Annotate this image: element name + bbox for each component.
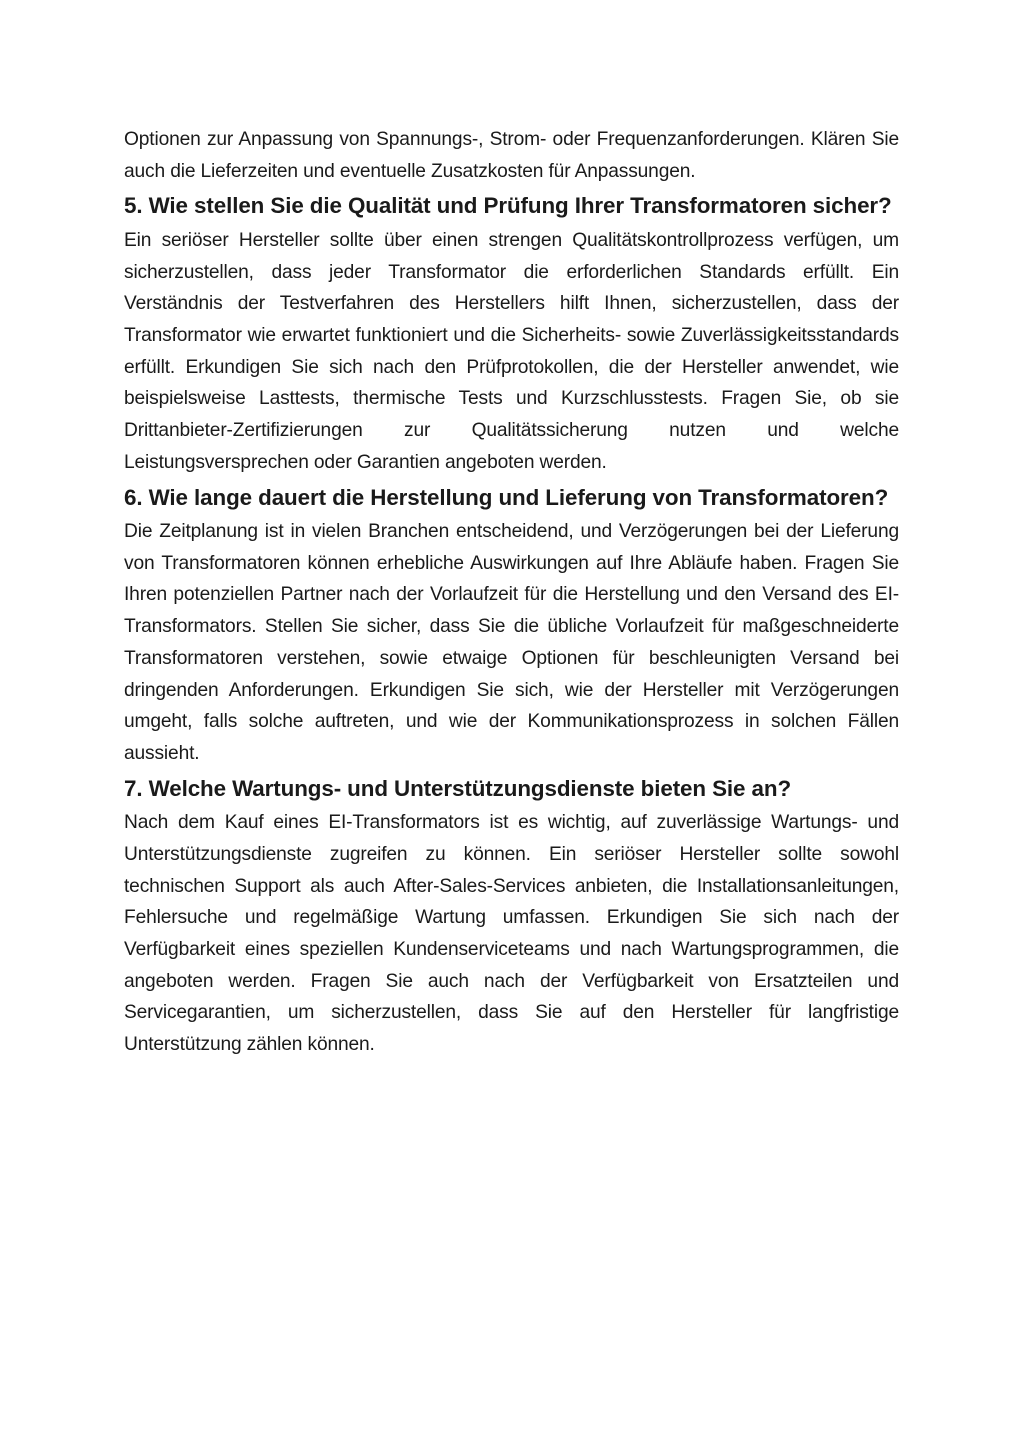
section-5-body: Ein seriöser Hersteller sollte über einen strengen Qualitätskontrollprozess verfügen, um sicherzustellen, dass jeder Transformator die erforderlichen Standards erfüllt. Ein Verständnis der Testverfahren des Herstellers hilft Ihnen, sicherzustellen, dass der Transformator wie erwartet funktioniert und die Sicherheits- sowie Zuverlässigkeitsstandards erfüllt. Erkundigen Sie sich nach den Prüfprotokollen, die der Hersteller anwendet, wie beispielsweise Lasttests, thermische Tests und Kurzschlusstests. Fragen Sie, ob sie Drittanbieter-Zertifizierungen zur Qualitätssicherung nutzen und welche Leistungsversprechen oder Garantien angeboten werden. (124, 229, 899, 473)
section-6-heading: 6. Wie lange dauert die Herstellung und Lieferung von Transformatoren? (124, 484, 889, 510)
section-7-heading: 7. Welche Wartungs- und Unterstützungsdienste bieten Sie an? (124, 775, 792, 801)
section-7-body: Nach dem Kauf eines EI-Transformators ist es wichtig, auf zuverlässige Wartungs- und Unterstützungsdienste zugreifen zu können. Ein seriöser Hersteller sollte sowohl technischen Support als auch After-Sales-Services anbieten, die Installationsanleitungen, Fehlersuche und regelmäßige Wartung umfassen. Erkundigen Sie sich nach der Verfügbarkeit eines speziellen Kundenserviceteams und nach Wartungsprogrammen, die angeboten werden. Fragen Sie auch nach der Verfügbarkeit von Ersatzteilen und Servicegarantien, um sicherzustellen, dass Sie auf den Hersteller für langfristige Unterstützung zählen können. (124, 812, 899, 1056)
section-6-body: Die Zeitplanung ist in vielen Branchen entscheidend, und Verzögerungen bei der Lieferung von Transformatoren können erhebliche Auswirkungen auf Ihre Abläufe haben. Fragen Sie Ihren potenziellen Partner nach der Vorlaufzeit für die Herstellung und den Versand des EI-Transformators. Stellen Sie sicher, dass Sie die übliche Vorlaufzeit für maßgeschneiderte Transformatoren verstehen, sowie etwaige Optionen für beschleunigten Versand bei dringenden Anforderungen. Erkundigen Sie sich, wie der Hersteller mit Verzögerungen umgeht, falls solche auftreten, und wie der Kommunikationsprozess in solchen Fällen aussieht. (124, 521, 899, 764)
section-5-heading: 5. Wie stellen Sie die Qualität und Prüfung Ihrer Transformatoren sicher? (124, 193, 892, 219)
document-page (124, 124, 899, 1061)
intro-paragraph: Optionen zur Anpassung von Spannungs-, Strom- oder Frequenzanforderungen. Klären Sie auch die Lieferzeiten und eventuelle Zusatzkosten für Anpassungen. (124, 129, 899, 182)
